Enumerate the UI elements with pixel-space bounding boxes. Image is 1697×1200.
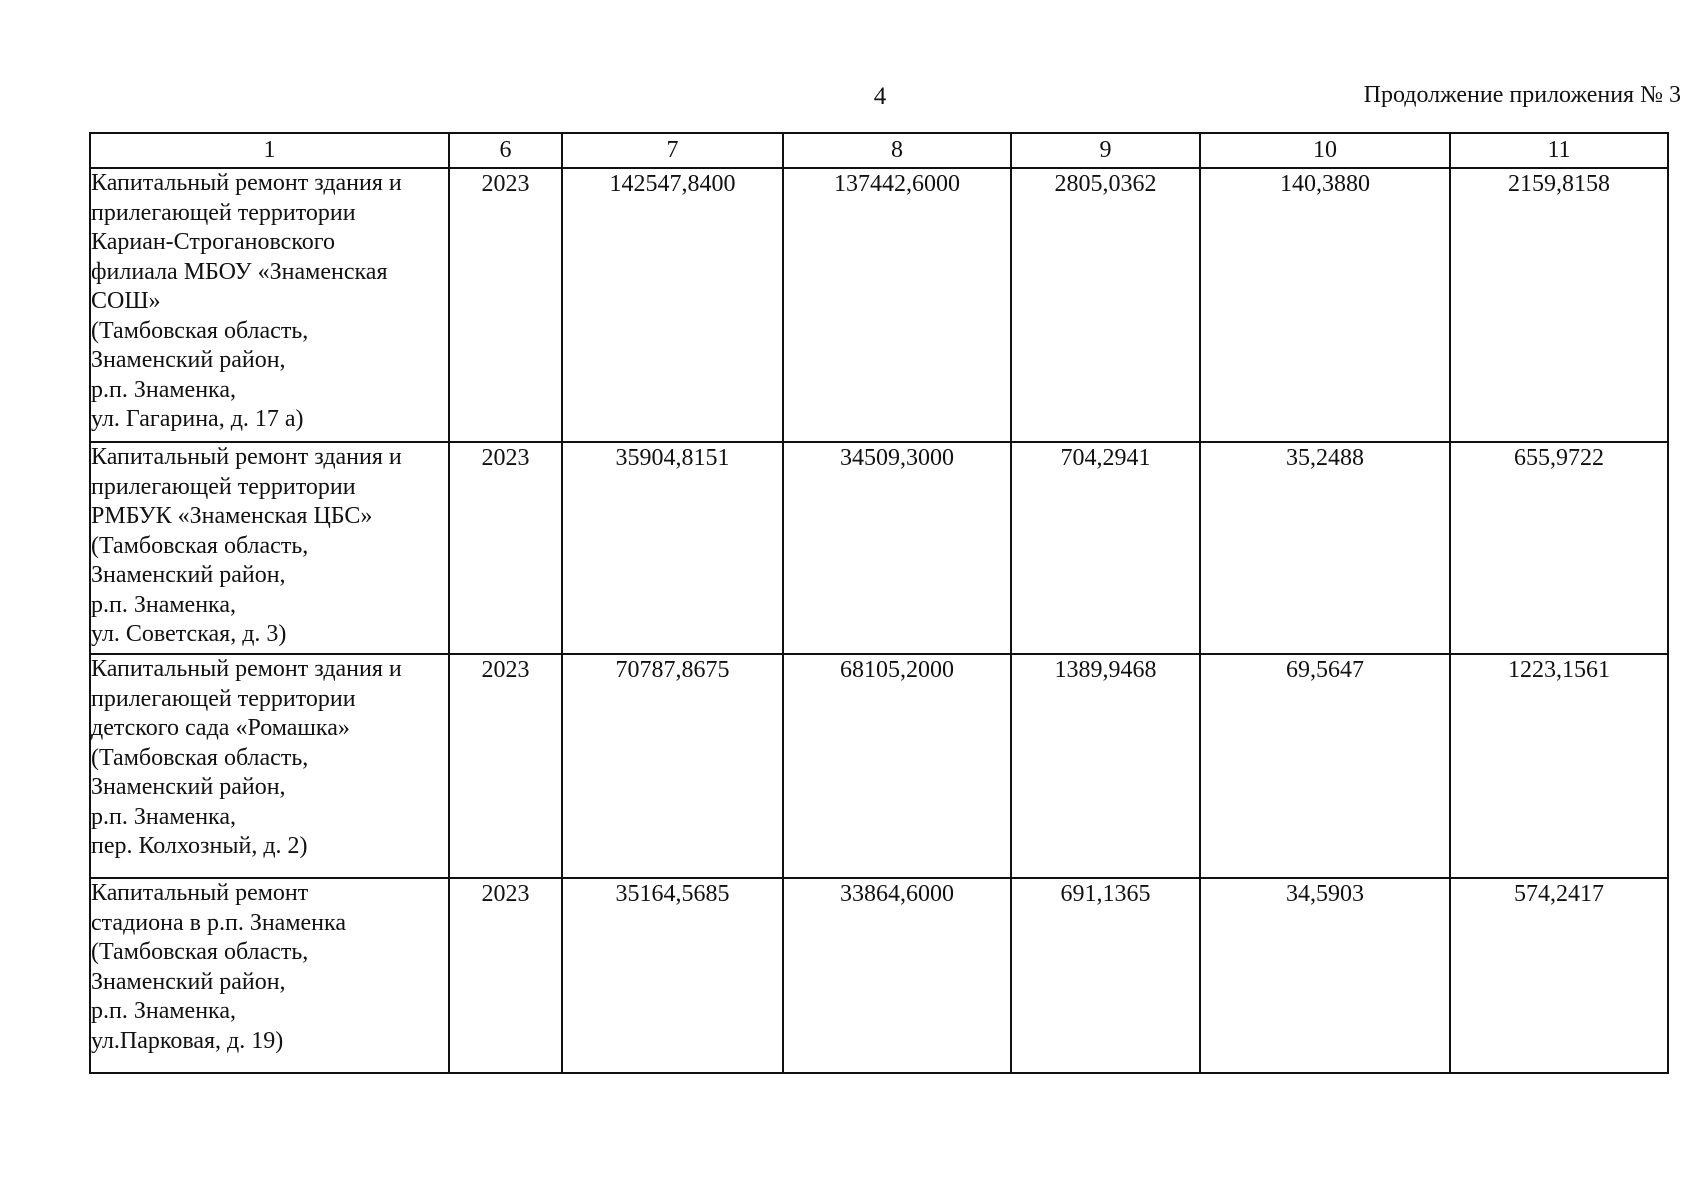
value-cell-col8: 137442,6000 — [783, 168, 1011, 442]
year-cell: 2023 — [449, 168, 562, 442]
object-name-line: ул. Гагарина, д. 17 а) — [91, 406, 304, 432]
object-name-line: РМБУК «Знаменская ЦБС» — [91, 503, 373, 529]
object-name-line: р.п. Знаменка, — [91, 998, 236, 1024]
object-name-line: Знаменский район, — [91, 562, 286, 588]
table-row — [90, 442, 1668, 654]
column-header: 7 — [562, 133, 783, 168]
value-cell-col7: 142547,8400 — [562, 168, 783, 442]
object-name-line: Знаменский район, — [91, 774, 286, 800]
table-header-row — [90, 133, 1668, 168]
value-cell-col8: 68105,2000 — [783, 654, 1011, 878]
object-name-line: прилегающей территории — [91, 199, 356, 226]
object-name-line: филиала МБОУ «Знаменская — [91, 258, 388, 285]
object-name-line: Знаменский район, — [91, 347, 286, 373]
year-cell: 2023 — [449, 442, 562, 654]
value-cell-col10: 35,2488 — [1200, 442, 1450, 654]
value-cell-col11: 655,9722 — [1450, 442, 1668, 654]
object-name-cell — [90, 442, 449, 654]
object-name-line: ул. Советская, д. 3) — [91, 621, 287, 647]
object-name-line: прилегающей территории — [91, 685, 356, 712]
column-header: 11 — [1450, 133, 1668, 168]
object-name-cell — [90, 878, 449, 1073]
year-cell: 2023 — [449, 654, 562, 878]
object-name-line: р.п. Знаменка, — [91, 591, 236, 618]
object-name-line: (Тамбовская область, — [91, 317, 309, 344]
value-cell-col10: 69,5647 — [1200, 654, 1450, 878]
value-cell-col9: 1389,9468 — [1011, 654, 1200, 878]
page-number: 4 — [873, 83, 887, 110]
column-header: 10 — [1200, 133, 1450, 168]
value-cell-col9: 704,2941 — [1011, 442, 1200, 654]
object-name-line: Знаменский район, — [91, 968, 286, 995]
column-header: 6 — [449, 133, 562, 168]
object-name-line: стадиона в р.п. Знаменка — [91, 909, 346, 936]
continuation-label: Продолжение приложения № 3 — [1363, 82, 1681, 108]
object-name-line: (Тамбовская область, — [91, 939, 309, 965]
object-name-line: Капитальный ремонт здания и — [91, 444, 402, 470]
object-name-line: прилегающей территории — [91, 473, 356, 500]
object-name-line: Капитальный ремонт — [91, 880, 309, 906]
data-table — [89, 132, 1669, 1074]
value-cell-col7: 70787,8675 — [562, 654, 783, 878]
table-row — [90, 168, 1668, 442]
column-header: 1 — [90, 133, 449, 168]
object-name-line: Капитальный ремонт здания и — [91, 656, 402, 682]
value-cell-col7: 35164,5685 — [562, 878, 783, 1073]
value-cell-col7: 35904,8151 — [562, 442, 783, 654]
value-cell-col10: 140,3880 — [1200, 168, 1450, 442]
column-header: 9 — [1011, 133, 1200, 168]
object-name-line: (Тамбовская область, — [91, 744, 309, 771]
object-name-line: р.п. Знаменка, — [91, 803, 236, 830]
value-cell-col10: 34,5903 — [1200, 878, 1450, 1073]
object-name-line: ул.Парковая, д. 19) — [91, 1027, 284, 1054]
object-name-line: р.п. Знаменка, — [91, 376, 236, 403]
column-header: 8 — [783, 133, 1011, 168]
object-name-cell — [90, 168, 449, 442]
object-name-line: (Тамбовская область, — [91, 532, 309, 559]
value-cell-col11: 574,2417 — [1450, 878, 1668, 1073]
object-name-line: СОШ» — [91, 288, 161, 314]
table-row — [90, 654, 1668, 878]
value-cell-col11: 1223,1561 — [1450, 654, 1668, 878]
value-cell-col9: 691,1365 — [1011, 878, 1200, 1073]
value-cell-col8: 33864,6000 — [783, 878, 1011, 1073]
object-name-cell — [90, 654, 449, 878]
object-name-line: пер. Колхозный, д. 2) — [91, 833, 308, 859]
object-name-line: Капитальный ремонт здания и — [91, 170, 402, 196]
value-cell-col8: 34509,3000 — [783, 442, 1011, 654]
value-cell-col11: 2159,8158 — [1450, 168, 1668, 442]
table-row — [90, 878, 1668, 1073]
value-cell-col9: 2805,0362 — [1011, 168, 1200, 442]
object-name-line: Кариан-Строгановского — [91, 229, 336, 255]
object-name-line: детского сада «Ромашка» — [91, 715, 350, 741]
year-cell: 2023 — [449, 878, 562, 1073]
